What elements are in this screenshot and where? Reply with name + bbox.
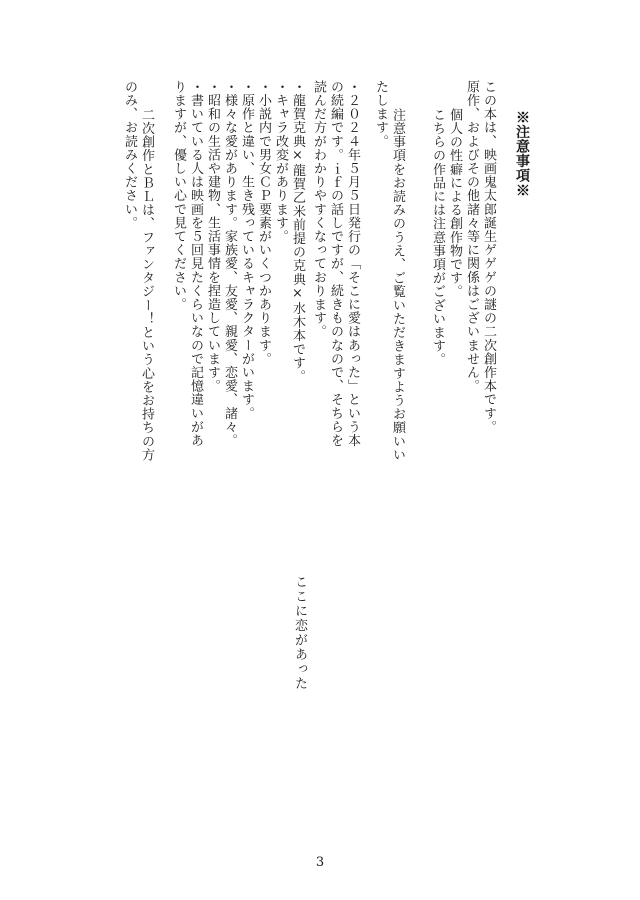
page-number: 3 xyxy=(315,855,325,870)
notice-line: 原作、およびその他諸々等に関係はございません。 xyxy=(464,80,479,393)
notice-heading: ※注意事項※ xyxy=(514,110,530,198)
notice-line: ・龍賀克典×龍賀乙米前提の克典×水木本です。 xyxy=(290,80,305,384)
notice-line: ・小説内で男女ＣＰ要素がいくつかあります。 xyxy=(256,80,271,366)
notice-line: の続編です。ｉｆの話しですが、続きものなので、そちらを xyxy=(328,80,343,448)
notice-line: ・原作と違い、生き残っているキャラクターがいます。 xyxy=(239,80,254,420)
notice-line: りますが、優しい心で見てください。 xyxy=(171,80,186,312)
notice-line: ・書いている人は映画を５回見たくらいなので記憶違いがあ xyxy=(188,80,203,448)
notice-line: 読んだ方がわかりやすくなっております。 xyxy=(311,80,326,339)
notice-line: のみ、お読みください。 xyxy=(122,80,137,230)
notice-line: ・２０２４年５月５日発行の「そこに愛はあった」という本 xyxy=(345,80,360,448)
notice-line: 個人の性癖による創作物です。 xyxy=(447,108,462,299)
notice-line: ・様々な愛があります。家族愛、友愛、親愛、恋愛、諸々。 xyxy=(222,80,237,448)
notice-line: ・昭和の生活や建物、生活事情を捏造しています。 xyxy=(205,80,220,393)
notice-line: たします。 xyxy=(373,80,388,148)
notice-line: 注意事項をお読みのうえ、ご覧いただきますようお願いい xyxy=(390,108,405,462)
notice-line: ・キャラ改変があります。 xyxy=(273,80,288,244)
notice-line: 二次創作とＢＬは、ファンタジー！という心をお持ちの方 xyxy=(139,108,154,462)
notice-line: この本は、映画鬼太郎誕生ゲゲゲの謎の二次創作本です。 xyxy=(481,80,496,434)
notice-line: こちらの作品には注意事項がございます。 xyxy=(430,108,445,367)
book-title: ここに恋があった xyxy=(292,575,307,691)
